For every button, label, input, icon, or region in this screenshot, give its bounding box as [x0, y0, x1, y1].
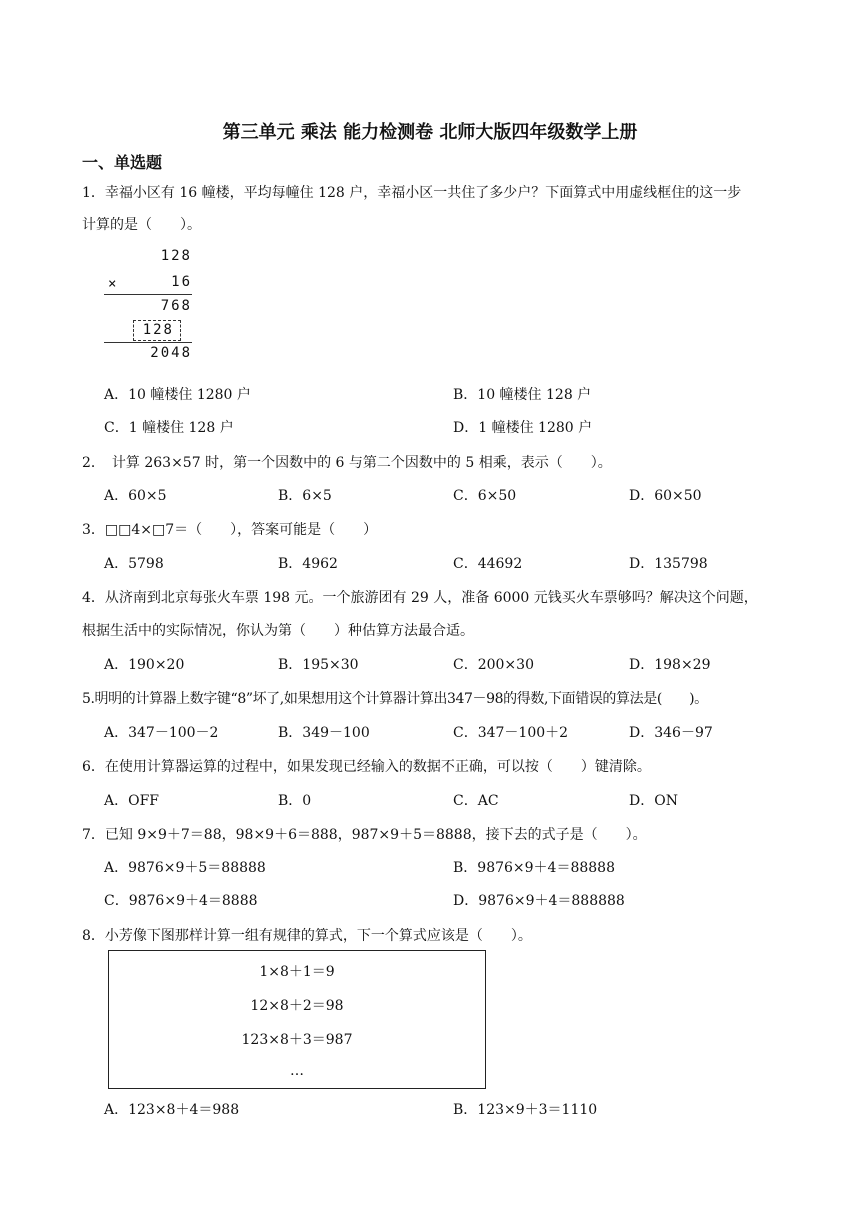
q1-option-d[interactable]: D．1 幢楼住 1280 户: [453, 420, 593, 436]
q6-option-b[interactable]: B．0: [278, 793, 312, 809]
times-sign: ×: [108, 276, 117, 292]
product: 2048: [150, 345, 192, 361]
q5-option-c[interactable]: C．347－100＋2: [453, 725, 569, 741]
q4-option-a[interactable]: A．190×20: [104, 657, 185, 673]
q6-option-d[interactable]: D．ON: [629, 793, 678, 809]
q7-option-b[interactable]: B．9876×9＋4＝88888: [453, 860, 615, 876]
q7-option-c[interactable]: C．9876×9＋4＝8888: [104, 893, 258, 909]
q3-option-c[interactable]: C．44692: [453, 556, 523, 572]
q6-text: 6．在使用计算器运算的过程中，如果发现已经输入的数据不正确，可以按（ ）键清除。: [82, 759, 651, 775]
pattern-equation-1: 1×8＋1＝9: [259, 964, 335, 980]
q1-text-line1: 1．幸福小区有 16 幢楼，平均每幢住 128 户，幸福小区一共住了多少户？下面算式中用虚线框住的这一步: [82, 185, 742, 201]
q3-option-b[interactable]: B．4962: [278, 556, 338, 572]
q5-option-a[interactable]: A．347－100－2: [104, 725, 219, 741]
q1-option-c[interactable]: C．1 幢楼住 128 户: [104, 420, 234, 436]
rule-line-1: [104, 294, 192, 295]
q3-option-d[interactable]: D．135798: [629, 556, 708, 572]
q4-text-line1: 4．从济南到北京每张火车票 198 元。一个旅游团有 29 人，准备 6000 元钱买火车票够吗？解决这个问题，: [82, 590, 758, 606]
q2-option-b[interactable]: B．6×5: [278, 488, 332, 504]
q4-text-line2: 根据生活中的实际情况，你认为第（ ）种估算方法最合适。: [82, 623, 474, 639]
pattern-equation-3: 123×8＋3＝987: [241, 1032, 353, 1048]
q8-option-b[interactable]: B．123×9＋3＝1110: [453, 1102, 598, 1118]
q7-text: 7．已知 9×9＋7＝88，98×9＋6＝888，987×9＋5＝8888，接下去的式子是（ ）。: [82, 827, 647, 843]
rule-line-2: [104, 342, 192, 343]
q2-option-a[interactable]: A．60×5: [104, 488, 167, 504]
multiplicand: 128: [160, 248, 192, 264]
pattern-ellipsis: …: [290, 1063, 304, 1079]
q5-text: 5.明明的计算器上数字键“8”坏了,如果想用这个计算器计算出347－98的得数,下面错误的算法是( )。: [82, 691, 708, 707]
q5-option-d[interactable]: D．346－97: [629, 725, 713, 741]
q6-option-c[interactable]: C．AC: [453, 793, 499, 809]
q8-text: 8．小芳像下图那样计算一组有规律的算式，下一个算式应该是（ ）。: [82, 928, 532, 944]
q1-option-a[interactable]: A．10 幢楼住 1280 户: [104, 387, 251, 403]
q3-text: 3．□□4×□7＝（ ），答案可能是（ ）: [82, 522, 378, 538]
pattern-equation-2: 12×8＋2＝98: [250, 998, 344, 1014]
q1-text-line2: 计算的是（ ）。: [82, 217, 201, 233]
q1-option-b[interactable]: B．10 幢楼住 128 户: [453, 387, 592, 403]
q3-option-a[interactable]: A．5798: [104, 556, 164, 572]
section-heading: 一、单选题: [82, 153, 163, 172]
q6-option-a[interactable]: A．OFF: [104, 793, 160, 809]
q2-option-d[interactable]: D．60×50: [629, 488, 702, 504]
page-title: 第三单元 乘法 能力检测卷 北师大版四年级数学上册: [222, 122, 638, 143]
q2-option-c[interactable]: C．6×50: [453, 488, 517, 504]
partial-product-1: 768: [160, 298, 192, 314]
q4-option-d[interactable]: D．198×29: [629, 657, 711, 673]
q7-option-d[interactable]: D．9876×9＋4＝888888: [453, 893, 625, 909]
partial-product-2: 128: [142, 322, 174, 338]
q5-option-b[interactable]: B．349－100: [278, 725, 370, 741]
q7-option-a[interactable]: A．9876×9＋5＝88888: [104, 860, 266, 876]
q2-text: 2． 计算 263×57 时，第一个因数中的 6 与第二个因数中的 5 相乘，表示（ ）。: [82, 455, 612, 471]
multiplier: 16: [171, 274, 192, 290]
q8-option-a[interactable]: A．123×8＋4＝988: [104, 1102, 240, 1118]
q4-option-c[interactable]: C．200×30: [453, 657, 534, 673]
pattern-box: [108, 950, 486, 1089]
q4-option-b[interactable]: B．195×30: [278, 657, 359, 673]
